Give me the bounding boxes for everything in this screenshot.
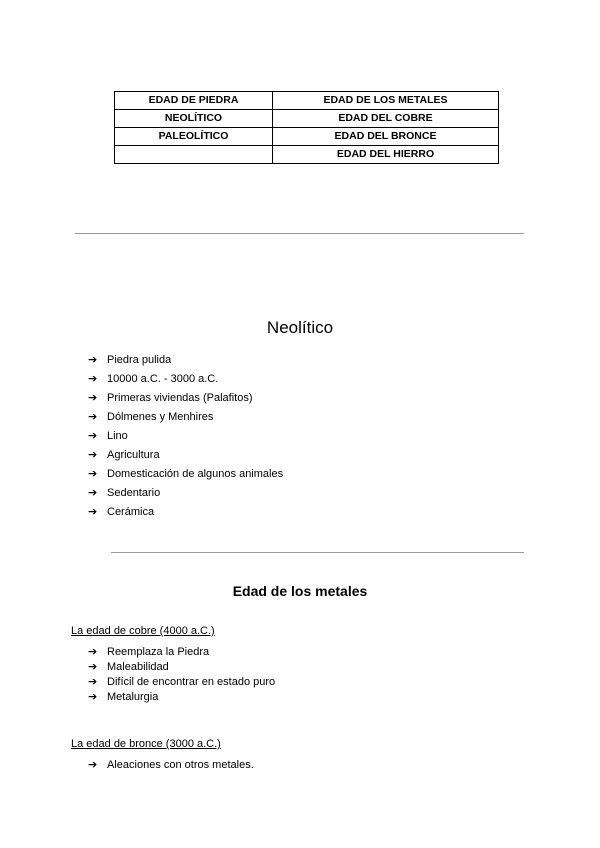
list-item-text: Lino (107, 430, 128, 442)
arrow-right-icon: ➔ (88, 691, 98, 703)
list-item (88, 758, 254, 773)
list-item-text: Cerámica (107, 506, 155, 518)
arrow-right-icon: ➔ (88, 392, 98, 404)
arrow-right-icon: ➔ (88, 430, 98, 442)
list-item-text: Domesticación de algunos animales (107, 468, 284, 480)
list-item (88, 466, 283, 485)
table-cell: PALEOLÍTICO (115, 128, 273, 146)
divider (111, 552, 524, 553)
neolitico-list (88, 352, 283, 523)
arrow-right-icon: ➔ (88, 661, 98, 673)
list-item-text: Metalurgia (107, 691, 159, 703)
table-cell (115, 146, 273, 164)
list-item (88, 390, 283, 409)
bronce-list (88, 758, 254, 773)
list-item-text: Sedentario (107, 487, 161, 499)
list-item-text: Reemplaza la Piedra (107, 646, 210, 658)
metales-title: Edad de los metales (232, 583, 368, 599)
table-row (115, 146, 499, 164)
list-item (88, 675, 275, 690)
table-row (115, 128, 499, 146)
list-item-text: Maleabilidad (107, 661, 169, 673)
list-item (88, 645, 275, 660)
list-item (88, 504, 283, 523)
list-item (88, 428, 283, 447)
table-cell: EDAD DEL BRONCE (273, 128, 499, 146)
cobre-heading: La edad de cobre (4000 a.C.) (71, 625, 215, 637)
list-item (88, 485, 283, 504)
list-item (88, 447, 283, 466)
arrow-right-icon: ➔ (88, 487, 98, 499)
arrow-right-icon: ➔ (88, 676, 98, 688)
table-row (115, 110, 499, 128)
arrow-right-icon: ➔ (88, 449, 98, 461)
arrow-right-icon: ➔ (88, 759, 98, 771)
arrow-right-icon: ➔ (88, 354, 98, 366)
list-item (88, 409, 283, 428)
table-cell: NEOLÍTICO (115, 110, 273, 128)
list-item (88, 690, 275, 705)
ages-table (114, 91, 499, 164)
table-cell: EDAD DE PIEDRA (115, 92, 273, 110)
list-item-text: Dólmenes y Menhires (107, 411, 214, 423)
arrow-right-icon: ➔ (88, 646, 98, 658)
bronce-heading: La edad de bronce (3000 a.C.) (71, 738, 221, 750)
arrow-right-icon: ➔ (88, 373, 98, 385)
arrow-right-icon: ➔ (88, 506, 98, 518)
neolitico-title: Neolítico (266, 318, 334, 337)
list-item (88, 660, 275, 675)
list-item (88, 352, 283, 371)
list-item-text: Aleaciones con otros metales. (107, 759, 254, 771)
list-item-text: 10000 a.C. - 3000 a.C. (107, 373, 219, 385)
table-row (115, 92, 499, 110)
divider (75, 233, 524, 234)
table-cell: EDAD DEL COBRE (273, 110, 499, 128)
arrow-right-icon: ➔ (88, 411, 98, 423)
list-item-text: Difícil de encontrar en estado puro (107, 676, 276, 688)
list-item-text: Piedra pulida (107, 354, 172, 366)
list-item-text: Primeras viviendas (Palafitos) (107, 392, 253, 404)
arrow-right-icon: ➔ (88, 468, 98, 480)
cobre-list (88, 645, 275, 705)
table-cell: EDAD DEL HIERRO (273, 146, 499, 164)
list-item (88, 371, 283, 390)
list-item-text: Agricultura (107, 449, 160, 461)
table-cell: EDAD DE LOS METALES (273, 92, 499, 110)
